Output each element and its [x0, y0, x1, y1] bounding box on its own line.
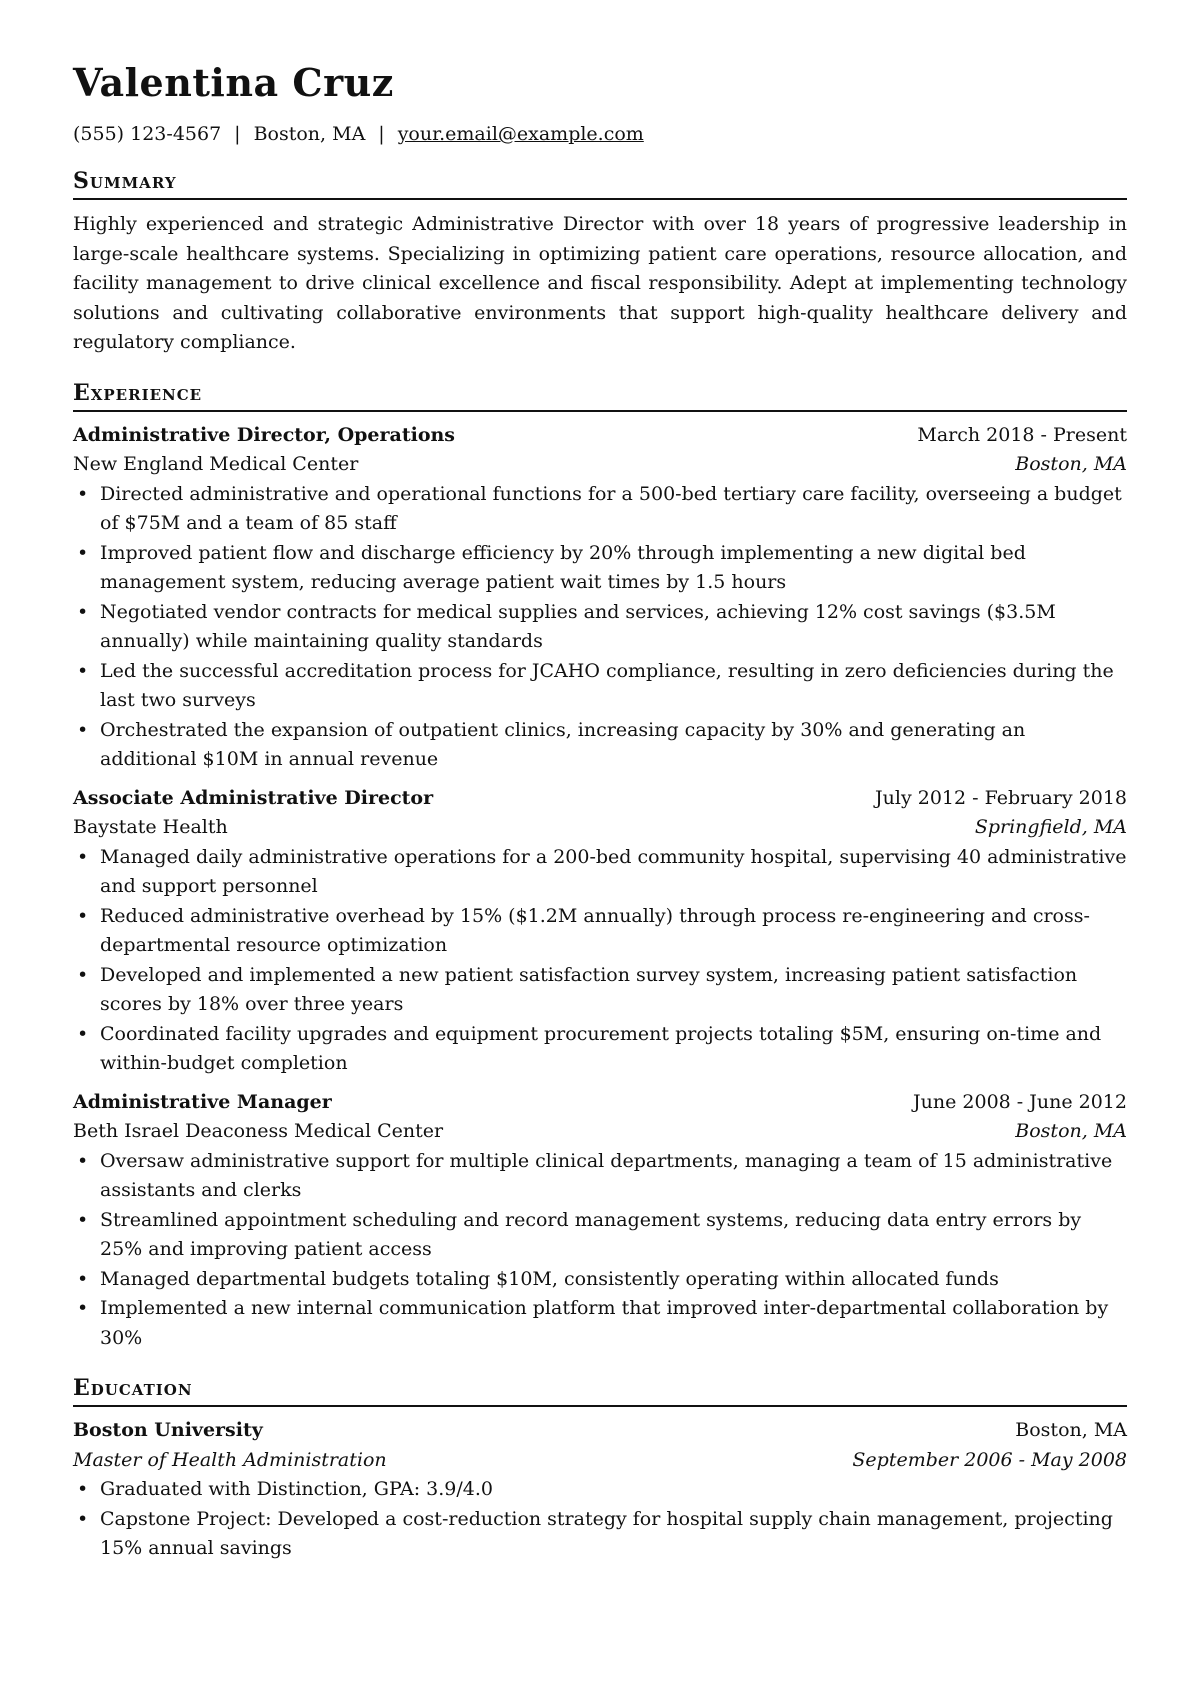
education-entry — [73, 1416, 1127, 1564]
school-name: Boston University — [73, 1419, 263, 1441]
bullet-item: • Orchestrated the expansion of outpatient clinics, increasing capacity by 30% and generating an additional $10M in annual revenue — [73, 716, 1127, 775]
bullet-item: • Coordinated facility upgrades and equipment procurement projects totaling $5M, ensuring on-time and within-budget completion — [73, 1020, 1127, 1079]
education-heading: Education — [73, 1375, 1127, 1407]
bullet-item: • Led the successful accreditation process for JCAHO compliance, resulting in zero deficiencies during the last two surveys — [73, 657, 1127, 716]
job-title: Administrative Manager — [73, 1090, 332, 1113]
bullet-item: • Managed daily administrative operations for a 200-bed community hospital, supervising 40 administrative and support personnel — [73, 843, 1127, 902]
experience-heading: Experience — [73, 380, 1127, 412]
education-bullets — [73, 1475, 1127, 1564]
contact-location: Boston, MA — [253, 123, 366, 145]
job-subheader — [73, 1117, 1127, 1147]
resume-page — [73, 0, 1127, 1564]
bullet-item: • Capstone Project: Developed a cost-reduction strategy for hospital supply chain management, projecting 15% annual savings — [73, 1505, 1127, 1564]
job-bullets — [73, 1147, 1127, 1354]
job-subheader — [73, 450, 1127, 480]
bullet-item: • Negotiated vendor contracts for medical supplies and services, achieving 12% cost savings ($3.5M annually) while maintaining quality standards — [73, 598, 1127, 657]
bullet-item: • Oversaw administrative support for multiple clinical departments, managing a team of 15 administrative assistants and clerks — [73, 1147, 1127, 1206]
job-title: Administrative Director, Operations — [73, 423, 456, 446]
job-entry — [73, 421, 1127, 775]
job-subheader — [73, 813, 1127, 843]
job-company: Baystate Health — [73, 816, 228, 838]
summary-text: Highly experienced and strategic Administrative Director with over 18 years of progressive leadership in large-scale healthcare systems. Specializing in optimizing patient care operations, resource allocation, and facility management to drive clinical excellence and fiscal responsibility. Adept at implementing technology solutions and cultivating collaborative environments that support high-quality healthcare delivery and regulatory compliance. — [73, 213, 1127, 353]
job-dates: March 2018 - Present — [917, 423, 1127, 446]
job-title: Associate Administrative Director — [73, 786, 434, 809]
degree-name: Master of Health Administration — [73, 1448, 387, 1471]
job-entry — [73, 784, 1127, 1079]
job-company: New England Medical Center — [73, 453, 359, 475]
school-location: Boston, MA — [1015, 1419, 1127, 1441]
education-subheader — [73, 1446, 1127, 1476]
job-dates: June 2008 - June 2012 — [913, 1090, 1127, 1113]
job-location: Boston, MA — [1015, 453, 1127, 475]
bullet-item: • Managed departmental budgets totaling $10M, consistently operating within allocated funds — [73, 1265, 1127, 1295]
bullet-item: • Developed and implemented a new patient satisfaction survey system, increasing patient satisfaction scores by 18% over three years — [73, 961, 1127, 1020]
bullet-item: • Implemented a new internal communication platform that improved inter-departmental collaboration by 30% — [73, 1294, 1127, 1353]
summary-heading: Summary — [73, 168, 1127, 200]
bullet-item: • Reduced administrative overhead by 15% ($1.2M annually) through process re-engineering and cross-departmental resource optimization — [73, 902, 1127, 961]
contact-line — [73, 122, 1127, 146]
job-entry — [73, 1088, 1127, 1354]
contact-separator: | — [234, 123, 241, 145]
contact-separator: | — [378, 123, 385, 145]
phone-number: (555) 123-4567 — [73, 123, 222, 145]
job-company: Beth Israel Deaconess Medical Center — [73, 1120, 444, 1142]
email-link[interactable]: your.email@example.com — [397, 123, 644, 145]
education-header — [73, 1416, 1127, 1446]
job-location: Springfield, MA — [974, 816, 1127, 838]
job-header — [73, 784, 1127, 814]
job-location: Boston, MA — [1015, 1120, 1127, 1142]
job-bullets — [73, 843, 1127, 1079]
bullet-item: • Directed administrative and operational functions for a 500-bed tertiary care facility, overseeing a budget of $75M and a team of 85 staff — [73, 480, 1127, 539]
job-bullets — [73, 480, 1127, 775]
education-dates: September 2006 - May 2008 — [852, 1448, 1127, 1471]
bullet-item: • Graduated with Distinction, GPA: 3.9/4.0 — [73, 1475, 1127, 1505]
candidate-name: Valentina Cruz — [73, 60, 394, 105]
bullet-item: • Improved patient flow and discharge efficiency by 20% through implementing a new digital bed management system, reducing average patient wait times by 1.5 hours — [73, 539, 1127, 598]
bullet-item: • Streamlined appointment scheduling and record management systems, reducing data entry errors by 25% and improving patient access — [73, 1206, 1127, 1265]
job-dates: July 2012 - February 2018 — [875, 786, 1127, 809]
job-header — [73, 421, 1127, 451]
job-header — [73, 1088, 1127, 1118]
